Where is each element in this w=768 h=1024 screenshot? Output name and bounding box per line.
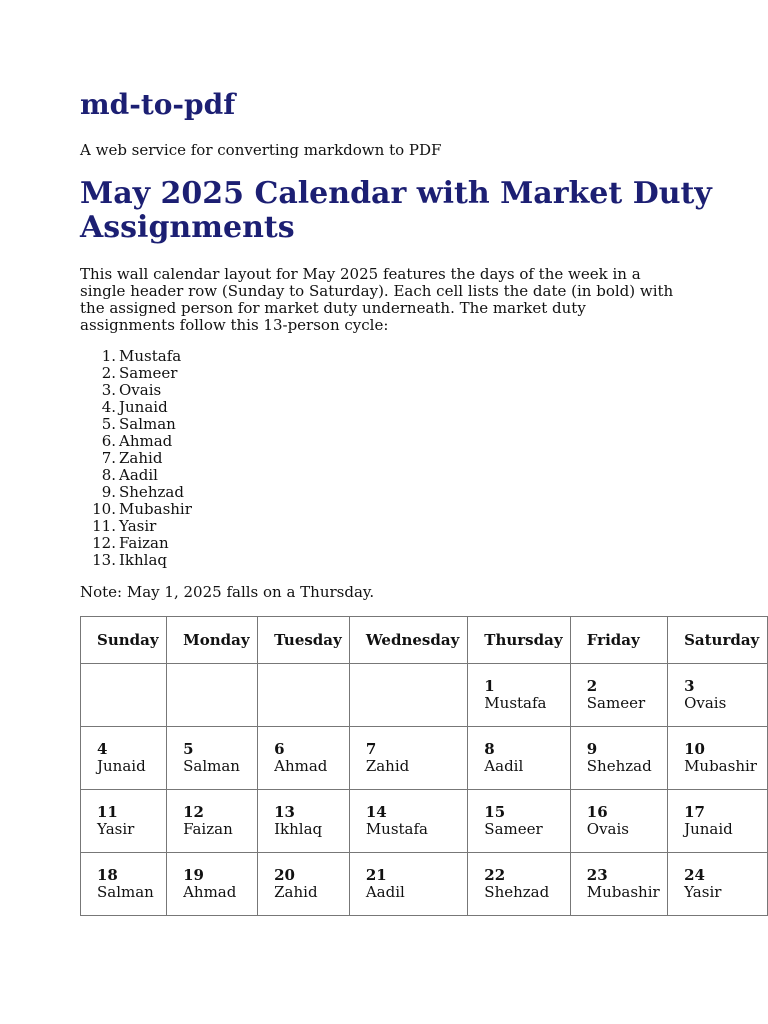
day-number: 16 [586,803,608,821]
duty-person: Ovais [586,820,629,838]
day-number: 5 [183,740,194,758]
duty-cycle-item [80,484,192,501]
calendar-day-cell [349,790,467,853]
duty-cycle-number: 2. [101,364,116,382]
calendar-day-cell [468,664,570,727]
duty-cycle-item [80,535,192,552]
duty-cycle-number: 12. [92,534,116,552]
note-text: Note: May 1, 2025 falls on a Thursday. [80,583,375,601]
calendar-day-cell [258,790,350,853]
duty-person: Zahid [365,757,410,775]
calendar-day-cell [668,853,768,916]
duty-cycle-item [80,467,192,484]
calendar-day-cell [81,790,167,853]
day-number: 7 [365,740,377,758]
duty-cycle-list [80,348,192,569]
duty-person: Faizan [183,820,233,838]
calendar-day-cell [349,727,467,790]
day-number: 23 [586,866,608,884]
calendar-week-row [81,727,768,790]
day-number: 1 [484,677,495,695]
duty-cycle-number: 3. [101,381,116,399]
day-number: 21 [365,866,387,884]
calendar-table [80,616,768,916]
calendar-day-cell [668,727,768,790]
duty-person: Junaid [684,820,733,838]
duty-person: Sameer [484,820,543,838]
weekday-header: Thursday [468,617,570,664]
calendar-day-cell [81,853,167,916]
duty-person: Zahid [274,883,318,901]
duty-person: Ovais [684,694,727,712]
calendar-day-cell [81,664,167,727]
calendar-day-cell [468,853,570,916]
duty-cycle-name: Sameer [119,364,178,382]
duty-person: Shehzad [484,883,550,901]
calendar-day-cell [349,853,467,916]
day-number: 4 [97,740,108,758]
duty-person: Mustafa [365,820,428,838]
calendar-day-cell [570,853,667,916]
duty-cycle-name: Ovais [119,381,162,399]
duty-person: Mubashir [684,757,757,775]
duty-cycle-item [80,348,192,365]
duty-person: Ahmad [274,757,328,775]
duty-person: Yasir [97,820,135,838]
weekday-header: Wednesday [349,617,467,664]
calendar-day-cell [167,790,258,853]
calendar-day-cell [167,664,258,727]
calendar-week-row [81,853,768,916]
calendar-week-row [81,790,768,853]
duty-cycle-name: Mubashir [119,500,192,518]
duty-cycle-number: 11. [92,517,116,535]
day-number: 10 [684,740,705,758]
calendar-day-cell [258,853,350,916]
duty-person: Mustafa [484,694,547,712]
duty-person: Junaid [97,757,146,775]
duty-cycle-name: Mustafa [119,347,182,365]
duty-cycle-number: 10. [92,500,116,518]
duty-person: Aadil [484,757,524,775]
day-number: 2 [586,677,598,695]
duty-cycle-number: 8. [101,466,116,484]
calendar-header-row [81,617,768,664]
duty-cycle-name: Junaid [119,398,168,416]
weekday-header: Tuesday [258,617,350,664]
duty-cycle-item [80,552,192,569]
weekday-header: Monday [167,617,258,664]
day-number: 15 [484,803,506,821]
duty-cycle-name: Faizan [119,534,169,552]
day-number: 20 [274,866,295,884]
duty-cycle-number: 5. [101,415,116,433]
duty-cycle-name: Shehzad [119,483,184,501]
duty-person: Ahmad [183,883,237,901]
duty-cycle-item [80,382,192,399]
duty-cycle-item [80,416,192,433]
intro-paragraph: This wall calendar layout for May 2025 features the days of the week in a single header row (Sunday to Saturday). Each cell lists the date (in bold) with the assigned person for market duty underneath. The market duty assignments follow this 13-person cycle: [80,265,674,334]
duty-cycle-number: 6. [101,432,116,450]
duty-cycle-name: Aadil [119,466,158,484]
duty-cycle-number: 1. [101,347,116,365]
duty-cycle-item [80,365,192,382]
duty-cycle-item [80,433,192,450]
site-tagline: A web service for converting markdown to PDF [80,141,442,159]
day-number: 9 [586,740,598,758]
duty-person: Shehzad [586,757,652,775]
day-number: 13 [274,803,295,821]
duty-person: Salman [183,757,240,775]
duty-cycle-name: Ikhlaq [119,551,168,569]
weekday-header: Sunday [81,617,167,664]
calendar-day-cell [570,727,667,790]
duty-cycle-item [80,399,192,416]
day-number: 3 [684,677,695,695]
day-number: 19 [183,866,204,884]
duty-cycle-item [80,501,192,518]
day-number: 14 [365,803,387,821]
calendar-week-row [81,664,768,727]
calendar-day-cell [468,790,570,853]
duty-cycle-number: 9. [101,483,116,501]
day-number: 6 [274,740,285,758]
calendar-day-cell [258,727,350,790]
document-title: May 2025 Calendar with Market Duty Assignments [80,176,712,245]
duty-person: Yasir [684,883,722,901]
calendar-day-cell [468,727,570,790]
duty-cycle-item [80,518,192,535]
duty-cycle-name: Zahid [119,449,163,467]
duty-cycle-number: 7. [101,449,116,467]
duty-cycle-name: Ahmad [119,432,173,450]
day-number: 17 [684,803,705,821]
day-number: 11 [97,803,118,821]
day-number: 12 [183,803,204,821]
duty-person: Salman [97,883,154,901]
day-number: 8 [484,740,495,758]
duty-cycle-number: 4. [101,398,116,416]
calendar-day-cell [167,727,258,790]
calendar-day-cell [570,790,667,853]
duty-cycle-number: 13. [92,551,116,569]
duty-cycle-name: Yasir [119,517,157,535]
calendar-day-cell [668,790,768,853]
weekday-header: Saturday [668,617,768,664]
calendar-day-cell [258,664,350,727]
day-number: 18 [97,866,118,884]
day-number: 24 [684,866,705,884]
calendar-day-cell [570,664,667,727]
duty-cycle-item [80,450,192,467]
site-title: md-to-pdf [80,88,236,121]
duty-person: Aadil [365,883,405,901]
calendar-day-cell [81,727,167,790]
calendar-body [81,664,768,916]
day-number: 22 [484,866,506,884]
duty-person: Ikhlaq [274,820,323,838]
duty-cycle-name: Salman [119,415,176,433]
calendar-day-cell [349,664,467,727]
weekday-header: Friday [570,617,667,664]
duty-person: Sameer [586,694,646,712]
duty-person: Mubashir [586,883,660,901]
calendar-day-cell [668,664,768,727]
calendar-day-cell [167,853,258,916]
